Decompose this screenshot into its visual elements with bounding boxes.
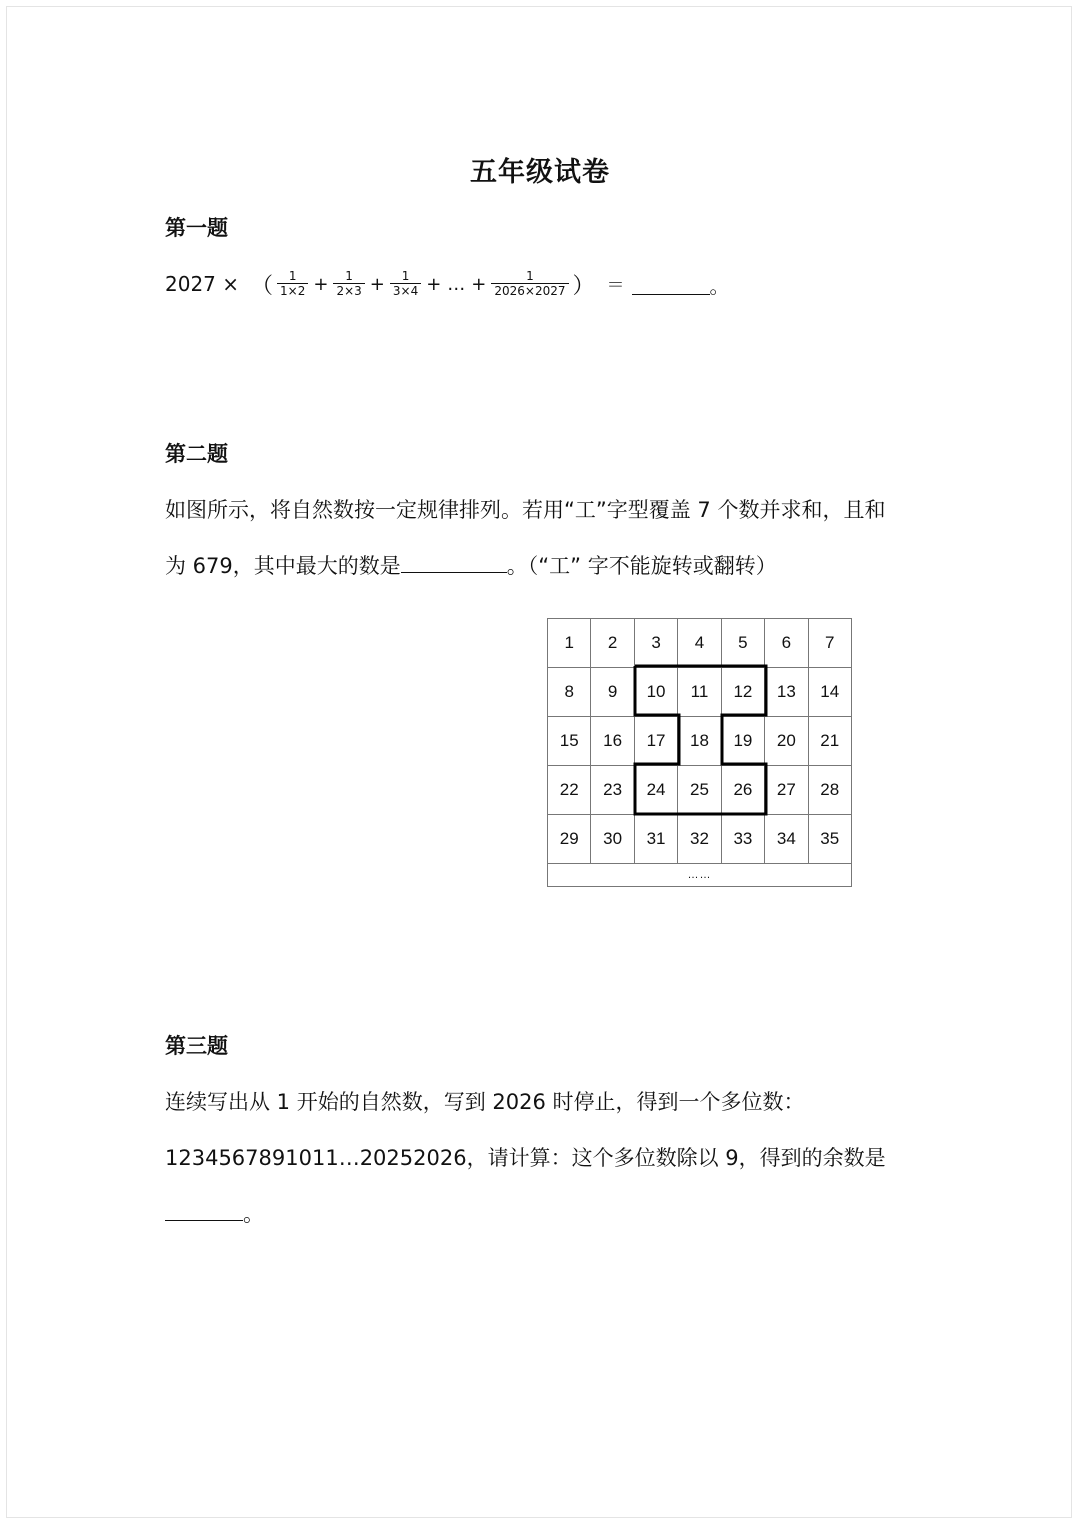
- grid-cell: 26: [721, 766, 764, 815]
- formula-lead: 2027 ×: [165, 272, 240, 296]
- answer-blank-3[interactable]: [165, 1200, 243, 1221]
- plus-sign: +: [471, 273, 487, 295]
- close-paren: ）: [572, 273, 595, 299]
- grid-cell: 23: [591, 766, 634, 815]
- grid-row: [548, 619, 852, 668]
- fraction-term: $\frac{1}{2\times 3}$: [333, 269, 364, 299]
- question-2-line-2-start: 为 679，其中最大的数是: [165, 554, 401, 578]
- grid-cell: 8: [548, 668, 591, 717]
- grid-cell: 10: [634, 668, 677, 717]
- grid-cell: 31: [634, 815, 677, 864]
- number-grid: [547, 618, 852, 887]
- grid-row: [548, 815, 852, 864]
- question-2-line-2-end: 。（“工” 字不能旋转或翻转）: [506, 554, 777, 578]
- grid-cell: 28: [808, 766, 851, 815]
- question-2-line-1: 如图所示，将自然数按一定规律排列。若用“工”字型覆盖 7 个数并求和，且和: [165, 498, 886, 522]
- question-3-heading: 第三题: [165, 1034, 228, 1058]
- grid-cell: 2: [591, 619, 634, 668]
- grid-cell: 30: [591, 815, 634, 864]
- question-1-formula: [165, 262, 730, 306]
- page-title: 五年级试卷: [470, 157, 610, 188]
- plus-sign: +: [369, 273, 385, 295]
- grid-row: [548, 668, 852, 717]
- open-paren: （: [251, 273, 274, 299]
- grid-cell: 32: [678, 815, 721, 864]
- grid-cell: 19: [721, 717, 764, 766]
- question-3-line-1: 连续写出从 1 开始的自然数，写到 2026 时停止，得到一个多位数：: [165, 1090, 805, 1114]
- grid-cell: 22: [548, 766, 591, 815]
- grid-cell: 20: [765, 717, 808, 766]
- plus-sign: +: [426, 273, 442, 295]
- grid-cell: 24: [634, 766, 677, 815]
- fraction-term: $\frac{1}{3\times 4}$: [390, 269, 421, 299]
- grid-cell: 14: [808, 668, 851, 717]
- grid-cell: 4: [678, 619, 721, 668]
- grid-cell: 3: [634, 619, 677, 668]
- grid-cell: 1: [548, 619, 591, 668]
- grid-cell: 25: [678, 766, 721, 815]
- plus-sign: +: [313, 273, 329, 295]
- grid-cell: 21: [808, 717, 851, 766]
- grid-cell: 7: [808, 619, 851, 668]
- grid-cell: 33: [721, 815, 764, 864]
- grid-cell: 13: [765, 668, 808, 717]
- period: 。: [243, 1202, 264, 1226]
- fraction-term-last: $\frac{1}{2026\times 2027}$: [491, 269, 568, 299]
- fraction-term: $\frac{1}{1\times 2}$: [277, 269, 308, 299]
- question-3-line-3: [165, 1198, 264, 1228]
- grid-cell: 18: [678, 717, 721, 766]
- grid-cell: 5: [721, 619, 764, 668]
- question-1-heading: 第一题: [165, 216, 228, 240]
- grid-row: [548, 717, 852, 766]
- grid-cell: 27: [765, 766, 808, 815]
- question-2-heading: 第二题: [165, 442, 228, 466]
- ellipsis: …: [447, 273, 466, 295]
- question-2-line-2: [165, 550, 777, 580]
- grid-cell: 9: [591, 668, 634, 717]
- grid-cell: 35: [808, 815, 851, 864]
- answer-blank-1[interactable]: [632, 274, 710, 295]
- grid-cell: 29: [548, 815, 591, 864]
- grid-cell: 15: [548, 717, 591, 766]
- grid-cell: 16: [591, 717, 634, 766]
- equals-sign: ＝: [606, 275, 625, 296]
- grid-cell: 11: [678, 668, 721, 717]
- grid-cell: 6: [765, 619, 808, 668]
- period: 。: [709, 273, 730, 298]
- grid-row: [548, 766, 852, 815]
- grid-cell: 34: [765, 815, 808, 864]
- answer-blank-2[interactable]: [401, 552, 507, 573]
- grid-cell: 17: [634, 717, 677, 766]
- question-3-line-2: 1234567891011…20252026，请计算：这个多位数除以 9，得到的余数是: [165, 1146, 886, 1170]
- grid-cell: 12: [721, 668, 764, 717]
- grid-continuation-row: ……: [548, 864, 852, 887]
